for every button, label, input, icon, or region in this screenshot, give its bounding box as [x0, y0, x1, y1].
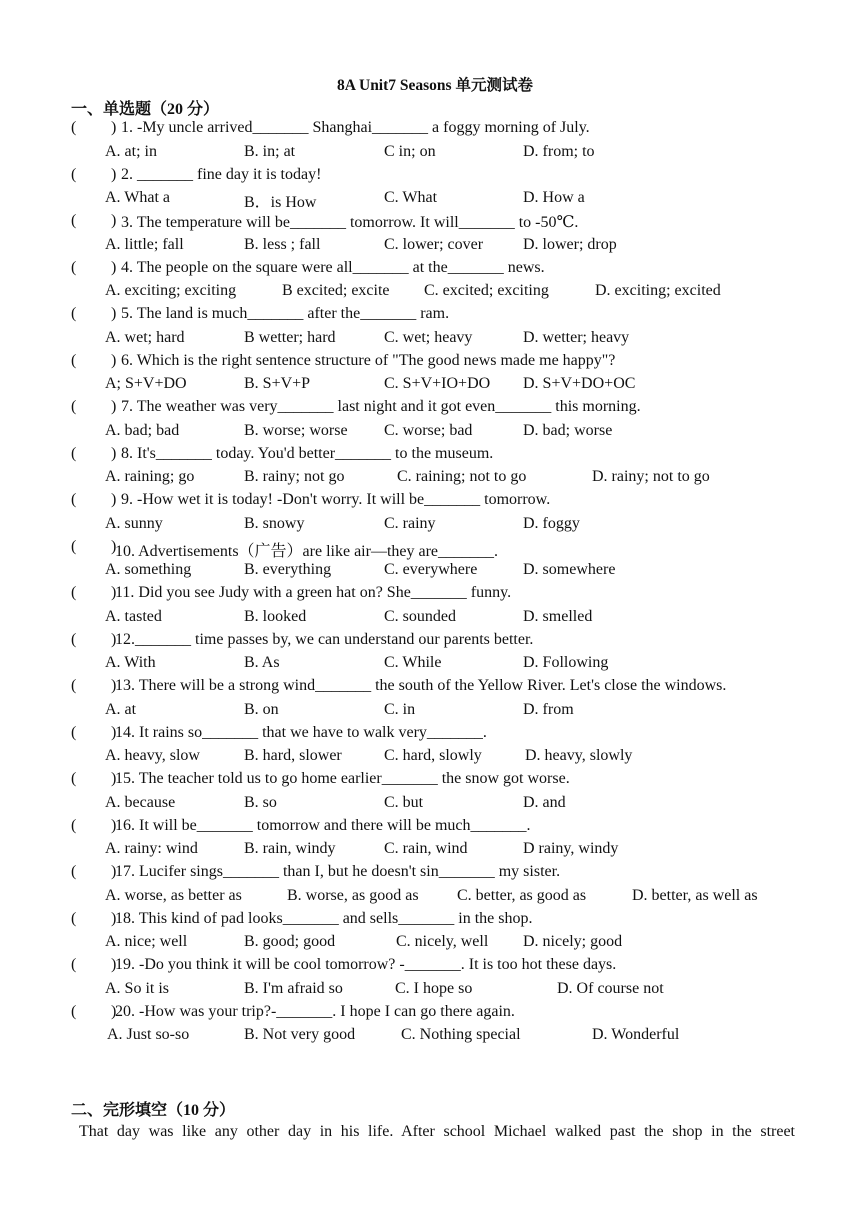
answer-bracket[interactable]: ( — [71, 119, 77, 136]
option-b[interactable]: B. less ; fall — [244, 235, 321, 253]
answer-bracket[interactable]: ( — [71, 770, 77, 787]
answer-bracket[interactable]: ( — [71, 584, 77, 601]
question-text: 11. Did you see Judy with a green hat on? She_______ funny. — [115, 584, 512, 601]
question-stem: ( ) 15. The teacher told us to go home earlier_______ the snow got worse. — [71, 770, 570, 787]
option-b[interactable]: B. I'm afraid so — [244, 979, 343, 997]
question-text: 15. The teacher told us to go home earlier_______ the snow got worse. — [115, 770, 570, 787]
option-a[interactable]: A. raining; go — [105, 468, 195, 485]
option-b[interactable]: B. so — [244, 793, 277, 811]
option-c[interactable]: C. S+V+IO+DO — [384, 375, 491, 392]
option-a[interactable]: A. at; in — [105, 142, 157, 160]
option-a[interactable]: A. worse, as better as — [105, 886, 242, 904]
option-b[interactable]: B. rain, windy — [244, 840, 336, 857]
option-c[interactable]: C. While — [384, 654, 442, 671]
option-b[interactable]: B. on — [244, 700, 279, 718]
question-text: 14. It rains so_______ that we have to walk very_______. — [115, 723, 487, 741]
question-text: 2. _______ fine day it is today! — [121, 165, 322, 183]
question-stem: ( ) 9. -How wet it is today! -Don't worry. It will be_______ tomorrow. — [71, 491, 551, 508]
option-b[interactable]: B. looked — [244, 607, 307, 625]
option-b[interactable]: B. rainy; not go — [244, 468, 345, 485]
option-a[interactable]: A. because — [105, 793, 176, 811]
option-a[interactable]: A. exciting; exciting — [105, 282, 237, 299]
option-a[interactable]: A. bad; bad — [105, 421, 180, 439]
option-c[interactable]: C. nicely, well — [396, 933, 489, 950]
question-stem: ( ) 12._______ time passes by, we can understand our parents better. — [71, 630, 534, 648]
option-b[interactable]: B. good; good — [244, 933, 336, 950]
option-d[interactable]: D. Wonderful — [592, 1026, 680, 1043]
answer-bracket[interactable]: ( — [71, 909, 77, 927]
question-text: 20. -How was your trip?-_______. I hope I can go there again. — [115, 1002, 515, 1020]
answer-bracket[interactable]: ( — [71, 863, 77, 880]
answer-bracket[interactable]: ( — [71, 398, 77, 415]
option-d[interactable]: D. Following — [523, 654, 609, 671]
option-b[interactable]: B wetter; hard — [244, 328, 336, 346]
option-d[interactable]: D. How a — [523, 189, 585, 206]
question-text: 8. It's_______ today. You'd better_______ to the museum. — [121, 444, 494, 462]
option-b[interactable]: B excited; excite — [282, 282, 390, 299]
option-a[interactable]: A; S+V+DO — [105, 375, 187, 392]
question-text: 19. -Do you think it will be cool tomorrow? -_______. It is too hot these days. — [115, 956, 617, 973]
question-stem: ( ) 2. _______ fine day it is today! — [71, 165, 322, 183]
answer-bracket[interactable]: ( — [71, 351, 77, 369]
option-d[interactable]: D. smelled — [523, 607, 593, 625]
question-text: 12._______ time passes by, we can understand our parents better. — [115, 630, 534, 648]
question-stem: ( ) 4. The people on the square were all_______ at the_______ news. — [71, 258, 545, 276]
option-d[interactable]: D. Of course not — [557, 979, 664, 997]
option-a[interactable]: A. heavy, slow — [105, 747, 200, 764]
option-d[interactable]: D. rainy; not to go — [592, 468, 710, 485]
option-b[interactable]: B. S+V+P — [244, 375, 311, 392]
option-c[interactable]: C. sounded — [384, 607, 456, 625]
question-stem: ( ) 3. The temperature will be_______ tomorrow. It will_______ to -50℃. — [71, 212, 579, 231]
option-d[interactable]: D. heavy, slowly — [525, 747, 633, 764]
question-text: 13. There will be a strong wind_______ the south of the Yellow River. Let's close the windows. — [115, 677, 727, 694]
option-c[interactable]: C. worse; bad — [384, 421, 473, 439]
option-b[interactable]: B．is How — [244, 194, 317, 211]
option-d[interactable]: D. bad; worse — [523, 421, 613, 439]
answer-bracket[interactable]: ( — [71, 537, 77, 555]
question-text: 7. The weather was very_______ last night and it got even_______ this morning. — [121, 398, 641, 415]
option-a[interactable]: A. rainy: wind — [105, 840, 198, 857]
option-a[interactable]: A. something — [105, 561, 192, 578]
option-c[interactable]: C. raining; not to go — [397, 468, 527, 485]
option-c[interactable]: C. lower; cover — [384, 235, 484, 253]
option-b[interactable]: B. worse, as good as — [287, 886, 419, 904]
option-d[interactable]: D. somewhere — [523, 561, 616, 578]
option-a[interactable]: A. Just so-so — [107, 1026, 190, 1043]
question-stem: ( ) 5. The land is much_______ after the_______ ram. — [71, 305, 450, 322]
option-b[interactable]: B. As — [244, 654, 280, 671]
option-d[interactable]: D. better, as well as — [632, 886, 758, 904]
option-d[interactable]: D. lower; drop — [523, 235, 617, 253]
answer-bracket[interactable]: ( — [71, 212, 77, 229]
option-b[interactable]: B. snowy — [244, 514, 305, 532]
option-b[interactable]: B. in; at — [244, 142, 296, 160]
answer-bracket[interactable]: ( — [71, 677, 77, 694]
option-c[interactable]: C. Nothing special — [401, 1026, 521, 1043]
question-stem: ( ) 14. It rains so_______ that we have to walk very_______. — [71, 723, 487, 741]
answer-bracket[interactable]: ( — [71, 444, 77, 462]
question-text: 5. The land is much_______ after the_______ ram. — [121, 305, 450, 322]
question-stem: ( ) 7. The weather was very_______ last night and it got even_______ this morning. — [71, 398, 641, 415]
option-c[interactable]: C. rainy — [384, 514, 436, 532]
answer-bracket[interactable]: ( — [71, 816, 77, 834]
option-a[interactable]: A. With — [105, 654, 156, 671]
option-a[interactable]: A. at — [105, 700, 137, 718]
option-c[interactable]: C. hard, slowly — [384, 747, 482, 764]
option-b[interactable]: B. everything — [244, 561, 332, 578]
option-a[interactable]: A. tasted — [105, 607, 162, 625]
option-b[interactable]: B. hard, slower — [244, 747, 342, 764]
option-b[interactable]: B. worse; worse — [244, 421, 348, 439]
option-c[interactable]: C. but — [384, 793, 424, 811]
option-a[interactable]: A. wet; hard — [105, 328, 185, 346]
question-text: 3. The temperature will be_______ tomorrow. It will_______ to -50℃. — [121, 214, 579, 231]
option-c[interactable]: C. What — [384, 189, 438, 206]
option-a[interactable]: A. sunny — [105, 514, 163, 532]
question-stem: ( ) 8. It's_______ today. You'd better_______ to the museum. — [71, 444, 494, 462]
answer-bracket[interactable]: ( — [71, 723, 77, 741]
question-text: 9. -How wet it is today! -Don't worry. It will be_______ tomorrow. — [121, 491, 551, 508]
question-stem: ( ) 11. Did you see Judy with a green hat on? She_______ funny. — [71, 584, 512, 601]
option-c[interactable]: C. wet; heavy — [384, 328, 473, 346]
question-text: 6. Which is the right sentence structure of "The good news made me happy"? — [121, 351, 616, 369]
question-stem: ( ) 1. -My uncle arrived_______ Shanghai_______ a foggy morning of July. — [71, 119, 590, 136]
question-text: 4. The people on the square were all_______ at the_______ news. — [121, 258, 545, 276]
answer-bracket[interactable]: ( — [71, 165, 77, 183]
option-c[interactable]: C in; on — [384, 142, 436, 160]
question-text: 1. -My uncle arrived_______ Shanghai_______ a foggy morning of July. — [121, 119, 590, 136]
question-text: 16. It will be_______ tomorrow and there will be much_______. — [115, 816, 531, 834]
option-a[interactable]: A. nice; well — [105, 933, 188, 950]
option-d[interactable]: D. from — [523, 700, 574, 718]
answer-bracket[interactable]: ( — [71, 258, 77, 276]
question-text: 10. Advertisements（广告）are like air—they are_______. — [115, 542, 499, 560]
option-a[interactable]: A. little; fall — [105, 235, 184, 253]
question-text: 18. This kind of pad looks_______ and sells_______ in the shop. — [115, 909, 533, 927]
option-a[interactable]: A. So it is — [105, 979, 170, 997]
question-stem: ( ) 19. -Do you think it will be cool tomorrow? -_______. It is too hot these days. — [71, 956, 617, 973]
question-stem: ( ) 18. This kind of pad looks_______ and sells_______ in the shop. — [71, 909, 533, 927]
option-d[interactable]: D. exciting; excited — [595, 282, 721, 299]
answer-bracket[interactable]: ( — [71, 305, 77, 322]
option-b[interactable]: B. Not very good — [244, 1026, 356, 1043]
option-d[interactable]: D. foggy — [523, 514, 580, 532]
answer-bracket[interactable]: ( — [71, 491, 77, 508]
option-a[interactable]: A. What a — [105, 189, 171, 206]
option-d[interactable]: D. and — [523, 793, 566, 811]
question-stem: ( ) 6. Which is the right sentence structure of "The good news made me happy"? — [71, 351, 616, 369]
option-c[interactable]: C. better, as good as — [457, 886, 587, 904]
option-c[interactable]: C. I hope so — [395, 979, 473, 997]
option-c[interactable]: C. in — [384, 700, 416, 718]
option-c[interactable]: C. everywhere — [384, 561, 478, 578]
question-stem: ( ) 10. Advertisements（广告）are like air—they are_______. — [71, 537, 499, 560]
option-d[interactable]: D. S+V+DO+OC — [523, 375, 636, 392]
option-d[interactable]: D. nicely; good — [523, 933, 623, 950]
question-stem: ( ) 13. There will be a strong wind_______ the south of the Yellow River. Let's close the windows. — [71, 677, 727, 694]
option-d[interactable]: D rainy, windy — [523, 840, 619, 857]
cloze-paragraph: That day was like any other day in his life. After school Michael walked past the shop in the street — [79, 1123, 795, 1140]
option-c[interactable]: C. excited; exciting — [424, 282, 549, 299]
option-d[interactable]: D. from; to — [523, 142, 595, 160]
option-c[interactable]: C. rain, wind — [384, 840, 468, 857]
answer-bracket[interactable]: ( — [71, 1002, 77, 1020]
section-2-heading: 二、完形填空（10 分） — [71, 1102, 236, 1119]
answer-bracket[interactable]: ( — [71, 630, 77, 648]
question-stem: ( ) 20. -How was your trip?-_______. I hope I can go there again. — [71, 1002, 515, 1020]
question-stem: ( ) 17. Lucifer sings_______ than I, but he doesn't sin_______ my sister. — [71, 863, 561, 880]
exam-title: 8A Unit7 Seasons 单元测试卷 — [337, 77, 533, 94]
question-stem: ( ) 16. It will be_______ tomorrow and there will be much_______. — [71, 816, 531, 834]
section-1-heading: 一、单选题（20 分） — [71, 101, 220, 118]
option-d[interactable]: D. wetter; heavy — [523, 328, 630, 346]
question-text: 17. Lucifer sings_______ than I, but he doesn't sin_______ my sister. — [115, 863, 561, 880]
answer-bracket[interactable]: ( — [71, 956, 77, 973]
